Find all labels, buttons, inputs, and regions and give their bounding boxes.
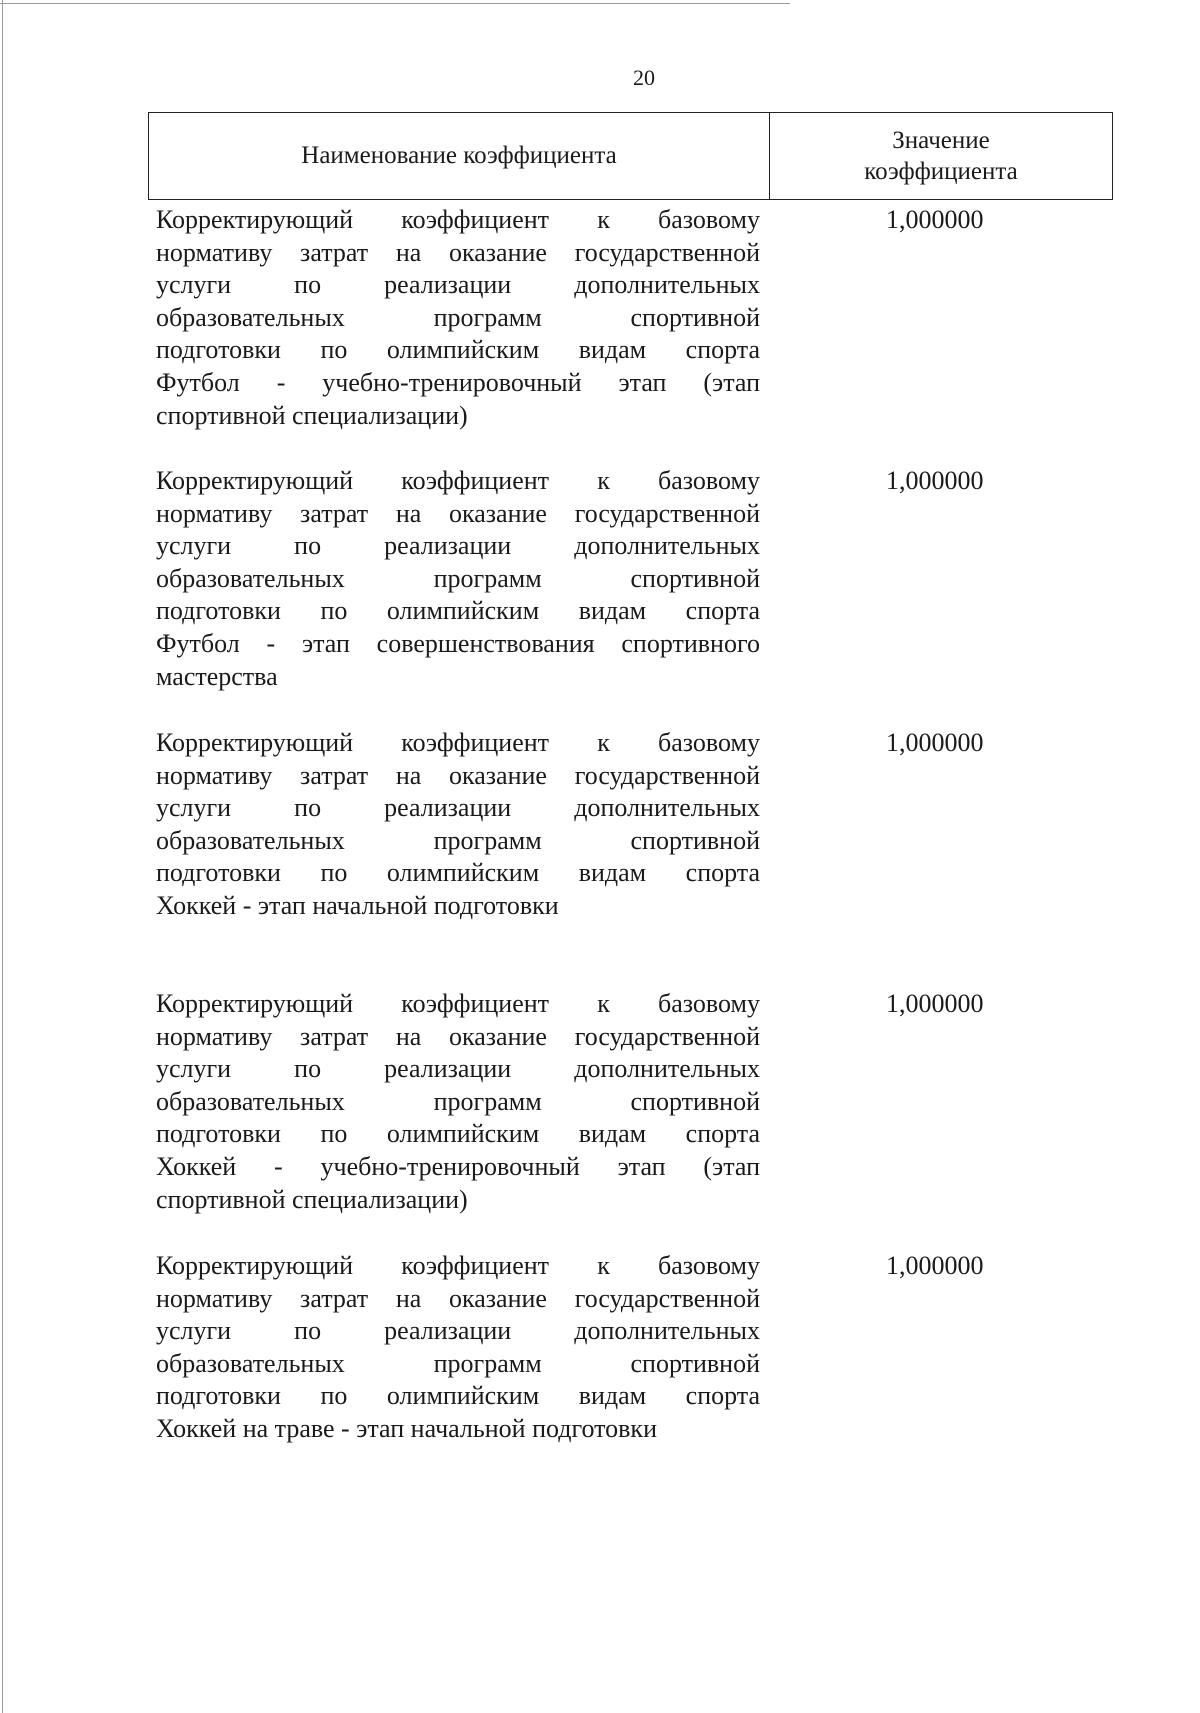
coefficient-name-line: Хоккей на траве - этап начальной подготовки xyxy=(156,1413,657,1443)
coefficient-name-line: подготовки по олимпийским видам спорта xyxy=(156,858,760,888)
coefficient-name-line: услуги по реализации дополнительных xyxy=(156,270,760,300)
coefficient-name-line: Хоккей - учебно-тренировочный этап (этап xyxy=(156,1151,760,1181)
coefficient-name-line: Хоккей - этап начальной подготовки xyxy=(156,890,559,920)
coefficient-name-line: спортивной специализации) xyxy=(156,1184,468,1214)
header-value-label-line1: Значение xyxy=(892,127,990,154)
coefficient-name-line: образовательных программ спортивной xyxy=(156,825,760,855)
coefficient-name xyxy=(156,988,760,1216)
table-header xyxy=(148,112,1113,200)
coefficient-name-line: нормативу затрат на оказание государственной xyxy=(156,237,760,267)
coefficient-name-line: Футбол - этап совершенствования спортивного xyxy=(156,628,760,658)
coefficient-name-line: подготовки по олимпийским видам спорта xyxy=(156,1381,760,1411)
header-name-label: Наименование коэффициента xyxy=(301,142,617,169)
coefficient-name-line: подготовки по олимпийским видам спорта xyxy=(156,335,760,365)
coefficient-name-line: услуги по реализации дополнительных xyxy=(156,1316,760,1346)
coefficient-name-line: услуги по реализации дополнительных xyxy=(156,531,760,561)
scan-edge-left xyxy=(2,0,3,1713)
coefficient-name-line: нормативу затрат на оказание государственной xyxy=(156,1283,760,1313)
coefficient-value: 1,000000 xyxy=(886,1251,984,1280)
coefficient-name xyxy=(156,465,760,693)
coefficient-name-line: Корректирующий коэффициент к базовому xyxy=(156,728,760,757)
coefficient-name-line: подготовки по олимпийским видам спорта xyxy=(156,1119,760,1149)
scan-edge-top xyxy=(0,3,790,4)
coefficient-name-line: образовательных программ спортивной xyxy=(156,302,760,332)
coefficient-value: 1,000000 xyxy=(886,728,984,757)
coefficient-name-line: услуги по реализации дополнительных xyxy=(156,1054,760,1084)
coefficient-name-line: подготовки по олимпийским видам спорта xyxy=(156,596,760,626)
coefficient-name-line: Футбол - учебно-тренировочный этап (этап xyxy=(156,367,760,397)
header-value-cell xyxy=(770,113,1112,199)
coefficient-name xyxy=(156,727,760,923)
coefficient-name-line: Корректирующий коэффициент к базовому xyxy=(156,1251,760,1280)
coefficient-value: 1,000000 xyxy=(886,466,984,495)
coefficient-name xyxy=(156,204,760,432)
coefficient-name-line: образовательных программ спортивной xyxy=(156,1348,760,1378)
coefficient-name-line: спортивной специализации) xyxy=(156,400,468,430)
coefficient-value: 1,000000 xyxy=(886,989,984,1018)
coefficient-name-line: Корректирующий коэффициент к базовому xyxy=(156,466,760,495)
coefficient-name-line: образовательных программ спортивной xyxy=(156,1086,760,1116)
header-value-label-line2: коэффициента xyxy=(864,158,1018,185)
coefficient-name xyxy=(156,1250,760,1446)
coefficient-name-line: нормативу затрат на оказание государственной xyxy=(156,1021,760,1051)
coefficient-value: 1,000000 xyxy=(886,205,984,234)
page-number: 20 xyxy=(633,65,655,90)
coefficient-name-line: образовательных программ спортивной xyxy=(156,563,760,593)
coefficient-name-line: нормативу затрат на оказание государственной xyxy=(156,760,760,790)
coefficient-name-line: услуги по реализации дополнительных xyxy=(156,793,760,823)
coefficient-name-line: нормативу затрат на оказание государственной xyxy=(156,498,760,528)
coefficient-name-line: Корректирующий коэффициент к базовому xyxy=(156,989,760,1018)
header-name-cell xyxy=(149,113,770,199)
coefficient-name-line: мастерства xyxy=(156,661,278,691)
coefficient-name-line: Корректирующий коэффициент к базовому xyxy=(156,205,760,234)
